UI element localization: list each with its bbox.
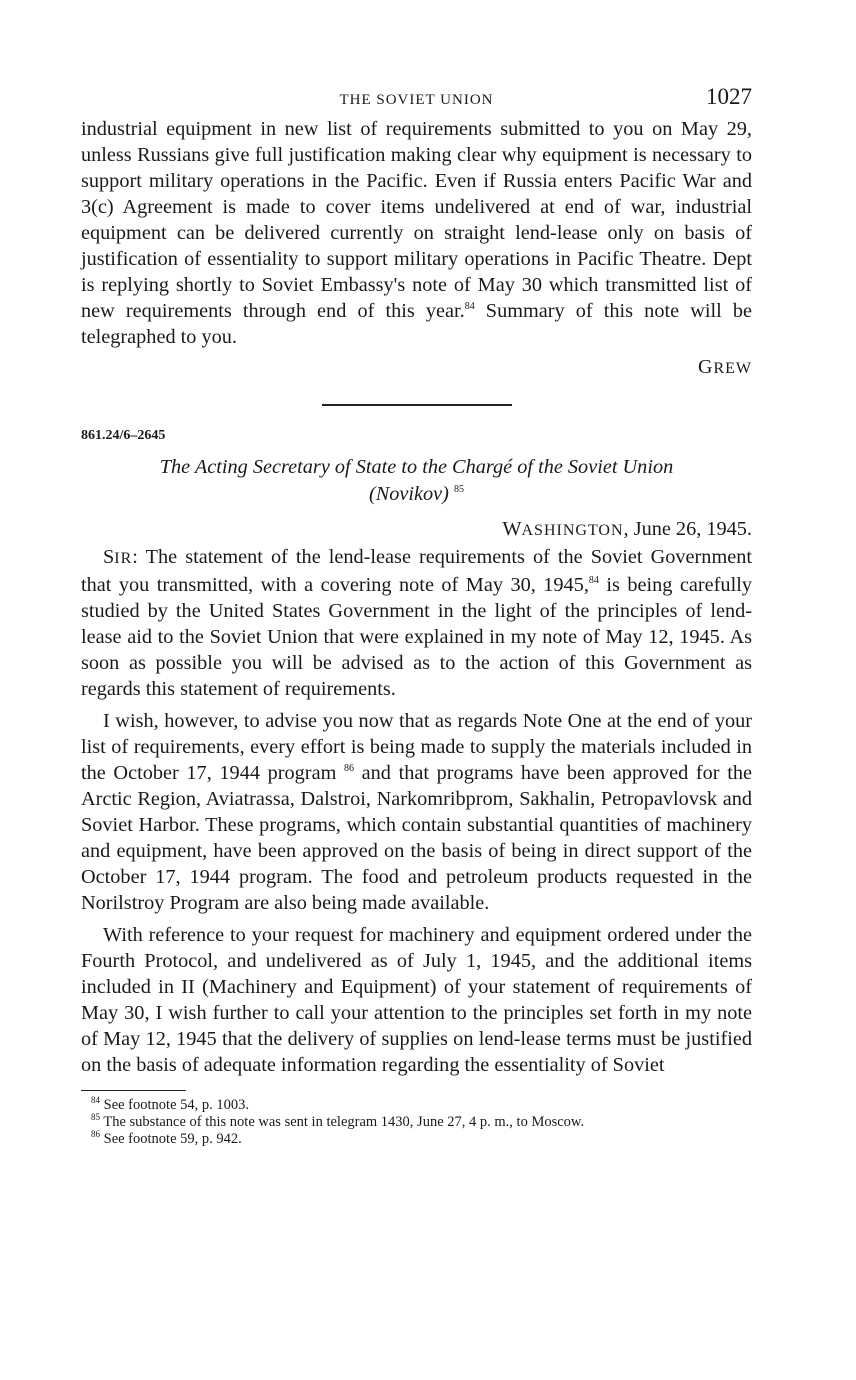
document-title-recipient: (Novikov): [368, 483, 449, 505]
footnotes: [81, 1097, 752, 1148]
paragraph-2-text-a: I wish, however, to advise you now that as regards Note One at the end of your list of requirements, every effort is being made to supply the materials included in the October 17, 1944 program: [81, 710, 752, 784]
footnote-ref: 86: [344, 763, 354, 775]
section-divider: [322, 404, 512, 406]
dateline-place-initial: W: [502, 518, 522, 540]
footnote-text: See footnote 54, p. 1003.: [100, 1097, 250, 1113]
paragraph-2-text-b: and that programs have been approved for the Arctic Region, Aviatrassa, Dalstroi, Narkomribprom, Sakhalin, Petropavlovsk and Soviet Harbor. These programs, which contain substantial quantities of machinery and equipment, have been approved on the basis of being in direct support of the October 17, 1944 program. The food and petroleum products requested in the Norilstroy Program are also being made available.: [81, 762, 752, 914]
letter-paragraph-2: [81, 708, 752, 916]
salutation: IR: [114, 550, 133, 567]
footnote-text: See footnote 59, p. 942.: [100, 1131, 242, 1147]
running-head: THE SOVIET UNION: [339, 92, 494, 108]
footnote-85: [81, 1114, 752, 1131]
letter-paragraph-1: [81, 544, 752, 702]
footnote-mark: 85: [91, 1112, 100, 1123]
paragraph-1-text-b: is being carefully studied by the United States Government in the light of the principles of lend-lease aid to the Soviet Union that were explained in my note of May 12, 1945. As soon as possible you will be advised as to the action of this Government as regards this statement of requirements.: [81, 574, 752, 700]
footnote-mark: 86: [91, 1129, 100, 1140]
file-number: 861.24/6–2645: [81, 428, 166, 443]
page-header: [81, 84, 752, 116]
signature-rest: REW: [713, 360, 752, 377]
dateline-date: , June 26, 1945.: [623, 518, 752, 540]
footnote-text: The substance of this note was sent in telegram 1430, June 27, 4 p. m., to Moscow.: [100, 1114, 585, 1130]
signature-initial: G: [698, 356, 714, 378]
paragraph-1-text-a: : The statement of the lend-lease requirements of the Soviet Government that you transmitted, with a covering note of May 30, 1945,: [81, 546, 752, 596]
letter-paragraph-3: With reference to your request for machinery and equipment ordered under the Fourth Protocol, and undelivered as of July 1, 1945, and the additional items included in II (Machinery and Equipment) of your statement of requirements of May 30, I wish further to call your attention to the principles set forth in my note of May 12, 1945 that the delivery of supplies on lend-lease terms must be justified on the basis of adequate information regarding the essentiality of Soviet: [81, 924, 752, 1076]
footnote-84: [81, 1097, 752, 1114]
continuation-text-end: Summary of this note will be telegraphed to you.: [81, 300, 752, 348]
footnote-ref: 84: [464, 301, 475, 313]
signature: [81, 356, 752, 379]
footnote-mark: 84: [91, 1095, 100, 1106]
document-title-line-2: [81, 481, 752, 508]
footnote-86: [81, 1131, 752, 1148]
page: [81, 84, 752, 1148]
document-title-line-1: The Acting Secretary of State to the Chargé of the Soviet Union: [159, 456, 674, 478]
continuation-paragraph: [81, 116, 752, 350]
footnote-ref: 85: [454, 484, 465, 496]
document-title: [81, 454, 752, 508]
page-number: 1027: [706, 84, 752, 109]
dateline: [81, 516, 752, 544]
continuation-text: industrial equipment in new list of requirements submitted to you on May 29, unless Russians give full justification making clear why equipment is necessary to support military operations in the Pacific. Even if Russia enters Pacific War and 3(c) Agreement is made to cover items undelivered at end of war, industrial equipment can be delivered currently on straight lend-lease only on basis of justification of essentiality to support military operations in Pacific Theatre. Dept is replying shortly to Soviet Embassy's note of May 30 which transmitted list of new requirements through end of this year.: [81, 118, 752, 322]
salutation-initial: S: [103, 546, 115, 568]
footnote-divider: [81, 1090, 186, 1091]
dateline-place: ASHINGTON: [521, 522, 624, 539]
footnote-ref: 84: [588, 575, 599, 587]
